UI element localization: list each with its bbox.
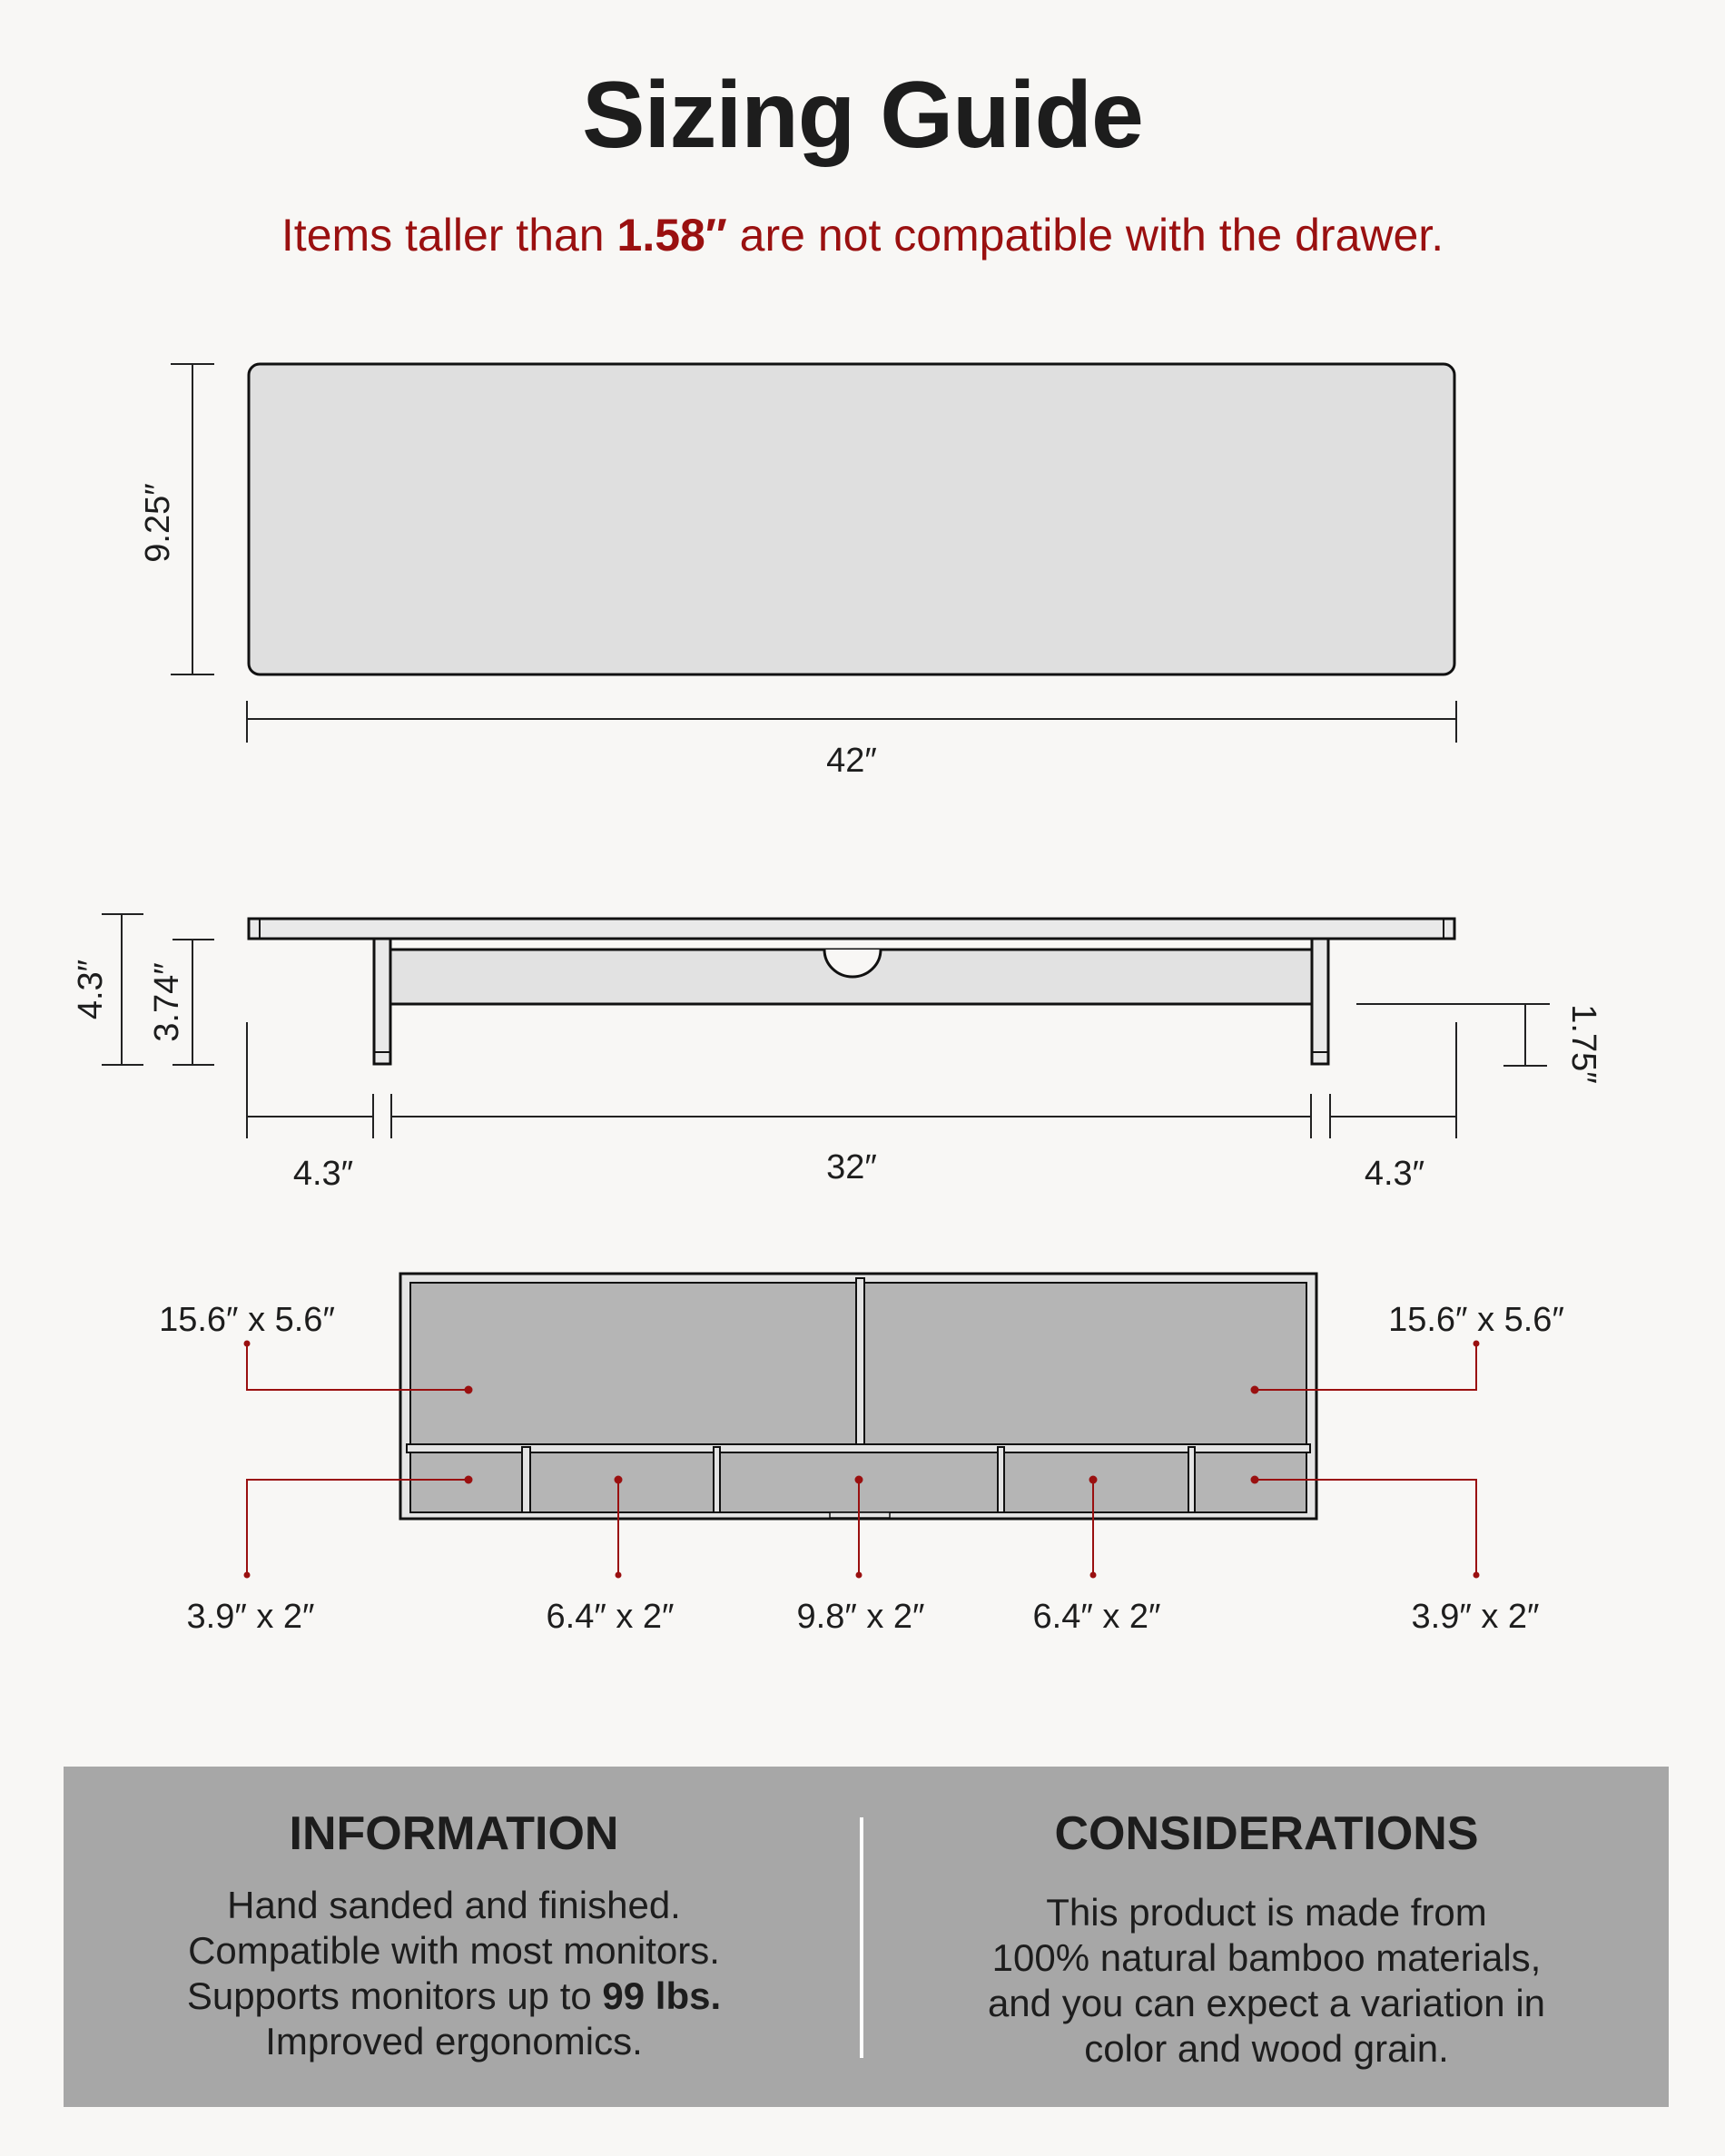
- drawer-clearance-dimension: [1356, 1004, 1550, 1066]
- compartment-label-small-5: 3.9″ x 2″: [1411, 1598, 1540, 1636]
- considerations-line-2: 100% natural bamboo materials,: [991, 1936, 1542, 1979]
- considerations-column: [944, 1807, 1589, 2072]
- drawer-clearance-label: 1.75″: [1564, 1004, 1602, 1084]
- information-line-1: Hand sanded and finished.: [227, 1884, 681, 1926]
- right-leg: [1312, 939, 1328, 1064]
- top-view: [139, 364, 1456, 780]
- considerations-line-1: This product is made from: [1046, 1891, 1487, 1934]
- compartment-small-2: [530, 1452, 714, 1512]
- left-overhang-label: 4.3″: [292, 1155, 354, 1193]
- information-line-4: Improved ergonomics.: [265, 2020, 643, 2062]
- information-line-3: [163, 1974, 744, 2019]
- shelf-top-outline: [249, 364, 1454, 674]
- side-top-board: [249, 919, 1454, 939]
- compartment-label-small-2: 6.4″ x 2″: [546, 1598, 675, 1636]
- right-overhang-label: 4.3″: [1364, 1155, 1425, 1193]
- horizontal-dimensions: [247, 1022, 1456, 1138]
- compartment-label-large-left: 15.6″ x 5.6″: [159, 1301, 335, 1339]
- information-heading: INFORMATION: [289, 1807, 619, 1860]
- compartment-large-right: [864, 1283, 1306, 1444]
- considerations-text: [944, 1890, 1589, 2072]
- compartment-small-4: [1004, 1452, 1188, 1512]
- considerations-heading: CONSIDERATIONS: [1054, 1807, 1479, 1860]
- depth-dimension-line: [171, 364, 214, 674]
- compartment-label-small-3: 9.8″ x 2″: [796, 1598, 925, 1636]
- center-divider: [856, 1278, 864, 1447]
- information-column: [163, 1807, 744, 2064]
- info-panel-divider: [860, 1817, 863, 2058]
- compartment-label-large-right: 15.6″ x 5.6″: [1388, 1301, 1564, 1339]
- width-label: 42″: [826, 742, 877, 780]
- span-label: 32″: [826, 1148, 877, 1186]
- inner-height-label: 3.74″: [148, 962, 186, 1042]
- compartment-label-small-4: 6.4″ x 2″: [1032, 1598, 1161, 1636]
- compartment-small-5: [1195, 1452, 1306, 1512]
- information-text: [163, 1883, 744, 2064]
- compartment-large-left: [410, 1283, 856, 1444]
- warning-height-limit: 1.58″: [616, 210, 727, 261]
- considerations-line-4: color and wood grain.: [1084, 2027, 1449, 2070]
- information-line-2: Compatible with most monitors.: [188, 1929, 720, 1972]
- page-title: Sizing Guide: [582, 63, 1143, 168]
- warning-suffix: are not compatible with the drawer.: [726, 210, 1444, 261]
- depth-label: 9.25″: [139, 483, 177, 563]
- left-leg: [374, 939, 390, 1064]
- horizontal-divider: [407, 1444, 1310, 1452]
- information-weight-limit: 99 lbs.: [602, 1974, 722, 2017]
- drawer-view: [159, 1274, 1564, 1636]
- compartment-label-small-1: 3.9″ x 2″: [186, 1598, 315, 1636]
- considerations-line-3: and you can expect a variation in: [987, 1982, 1546, 2024]
- warning-prefix: Items taller than: [281, 210, 617, 261]
- information-line-3-text: Supports monitors up to: [186, 1974, 603, 2017]
- width-dimension-line: [247, 701, 1456, 743]
- total-height-label: 4.3″: [72, 959, 110, 1020]
- side-view: [72, 914, 1602, 1193]
